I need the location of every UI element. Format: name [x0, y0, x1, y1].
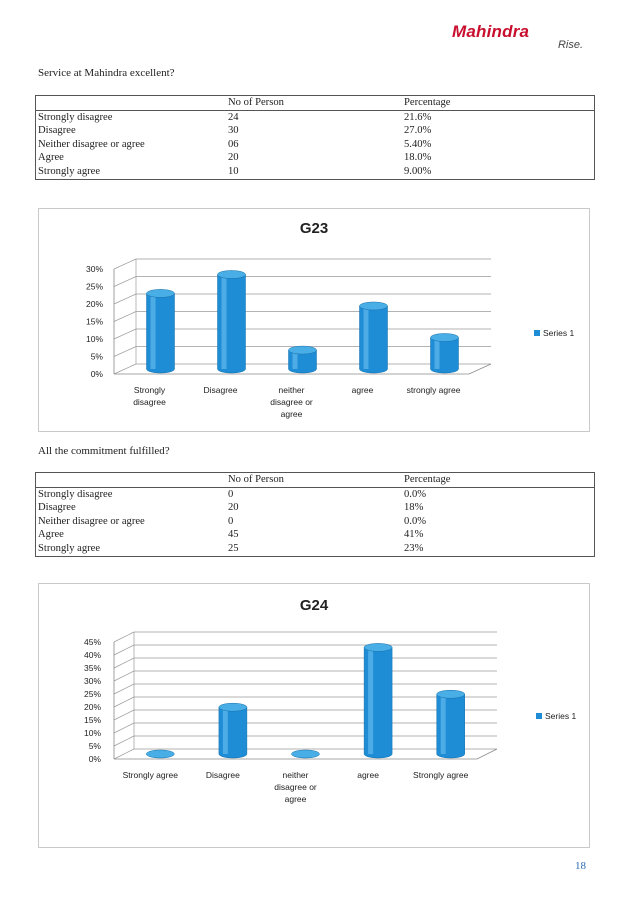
bar-cap — [147, 289, 175, 297]
table-row — [36, 124, 595, 138]
chart-g23 — [38, 208, 590, 432]
y-tick-label: 20% — [83, 702, 101, 712]
bar-cap — [146, 750, 174, 758]
bar-cap — [218, 271, 246, 279]
bar — [219, 703, 247, 758]
page-number: 18 — [575, 860, 586, 872]
table-cell: 21.6% — [404, 111, 432, 123]
table-header-cell: No of Person — [226, 96, 402, 111]
table-cell: 0.0% — [404, 488, 427, 500]
table-cell: 23% — [404, 542, 424, 554]
table-row — [36, 528, 595, 542]
bar — [364, 643, 392, 758]
legend-label: Series 1 — [545, 711, 577, 721]
x-category-label: agree — [357, 770, 379, 780]
bar-highlight — [368, 647, 373, 754]
mahindra-logo — [452, 22, 587, 56]
table-cell: Disagree — [38, 502, 76, 514]
table-cell: 25 — [228, 542, 239, 554]
x-category-label: disagree or — [274, 782, 317, 792]
bar-cap — [289, 346, 317, 354]
table-cell: 18% — [404, 502, 424, 514]
gridline-side — [114, 294, 136, 304]
x-category-label: Strongly agree — [413, 770, 469, 780]
y-tick-label: 15% — [85, 316, 103, 327]
table-header-cell — [36, 96, 227, 111]
chart-g23-svg — [39, 209, 589, 431]
table-header-cell — [36, 473, 227, 488]
bar — [437, 690, 465, 758]
bar-cap — [360, 302, 388, 310]
x-category-label: agree — [351, 385, 374, 395]
question-service-excellent: Service at Mahindra excellent? — [38, 67, 175, 79]
x-category-label: neither — [278, 385, 305, 395]
table-cell: 5.40% — [404, 138, 432, 150]
gridline-side — [114, 312, 136, 322]
table-row — [36, 151, 595, 165]
gridline-side — [114, 364, 136, 374]
chart-title: G23 — [299, 220, 329, 237]
legend-swatch — [534, 330, 540, 336]
y-tick-label: 30% — [85, 264, 103, 274]
table-cell: 30 — [228, 125, 239, 137]
gridline-side — [114, 723, 134, 733]
table-header-cell: Percentage — [402, 96, 595, 111]
gridline-side — [114, 684, 134, 694]
bar — [146, 750, 174, 758]
table-cell: Strongly agree — [38, 165, 101, 177]
y-tick-label: 35% — [83, 663, 101, 673]
y-tick-label: 10% — [85, 334, 103, 344]
logo-main-text: Mahindra — [452, 22, 530, 41]
x-category-label: neither — [282, 770, 309, 780]
y-tick-label: 25% — [85, 281, 103, 292]
gridline-side — [114, 329, 136, 339]
question-commitment-fulfilled: All the commitment fulfilled? — [38, 445, 170, 457]
bar-highlight — [441, 694, 446, 754]
survey-table-g23 — [35, 95, 595, 180]
table-cell: Strongly agree — [38, 542, 101, 554]
table-header-cell: Percentage — [402, 473, 595, 488]
table-row — [36, 501, 595, 515]
gridline-side — [114, 259, 136, 269]
table-cell: Neither disagree or agree — [38, 138, 145, 150]
x-category-label: strongly agree — [406, 385, 461, 395]
table-cell: 10 — [228, 165, 239, 177]
bar — [431, 334, 459, 374]
table-row — [36, 515, 595, 529]
chart-g24 — [38, 583, 590, 848]
table-cell: Strongly disagree — [38, 488, 113, 500]
y-tick-label: 45% — [83, 637, 101, 647]
x-category-label: Disagree — [205, 770, 240, 780]
bar-highlight — [223, 707, 228, 754]
legend-swatch — [536, 713, 542, 719]
bar-highlight — [151, 293, 156, 369]
bar — [218, 271, 246, 374]
x-category-label: disagree or — [270, 397, 313, 407]
y-tick-label: 10% — [83, 728, 101, 738]
table-cell: 27.0% — [404, 125, 432, 137]
y-tick-label: 0% — [90, 369, 103, 379]
y-tick-label: 20% — [85, 299, 103, 309]
table-cell: 20 — [228, 502, 239, 514]
bar — [147, 289, 175, 373]
gridline-side — [114, 697, 134, 707]
table-cell: 41% — [404, 529, 424, 541]
table-cell: 18.0% — [404, 152, 432, 164]
chart-title: G24 — [299, 597, 329, 614]
table-cell: Agree — [38, 152, 64, 164]
table-cell: 06 — [228, 138, 239, 150]
y-tick-label: 25% — [83, 689, 101, 699]
x-category-label: Disagree — [203, 385, 238, 395]
table-cell: 24 — [228, 111, 239, 123]
table-row — [36, 110, 595, 124]
gridline-side — [114, 277, 136, 287]
bar-cap — [364, 643, 392, 651]
gridline-side — [114, 645, 134, 655]
table-header-row — [36, 96, 595, 111]
table-cell: 0.0% — [404, 515, 427, 527]
table-cell: Agree — [38, 529, 64, 541]
table-header-cell: No of Person — [226, 473, 402, 488]
logo-sub-text: Rise. — [557, 39, 583, 51]
bar-cap — [431, 334, 459, 342]
y-tick-label: 30% — [83, 676, 101, 686]
gridline-side — [114, 749, 134, 759]
bar-cap — [219, 703, 247, 711]
y-tick-label: 40% — [83, 650, 101, 660]
y-tick-label: 0% — [88, 754, 101, 764]
table-header-row — [36, 473, 595, 488]
gridline-side — [114, 347, 136, 357]
gridline-side — [114, 736, 134, 746]
bar — [360, 302, 388, 373]
gridline-side — [114, 658, 134, 668]
table-cell: 0 — [228, 515, 234, 527]
table-cell: Strongly disagree — [38, 111, 113, 123]
table-cell: Neither disagree or agree — [38, 515, 145, 527]
table-cell: 20 — [228, 152, 239, 164]
x-category-label: disagree — [133, 397, 166, 407]
table-row — [36, 165, 595, 179]
x-category-label: agree — [284, 794, 307, 804]
y-tick-label: 5% — [90, 351, 103, 362]
table-cell: 45 — [228, 529, 239, 541]
table-cell: 9.00% — [404, 165, 432, 177]
gridline-side — [114, 671, 134, 681]
legend-label: Series 1 — [543, 328, 575, 338]
bar-cap — [292, 750, 320, 758]
survey-table-g24 — [35, 472, 595, 557]
bar-highlight — [364, 306, 369, 369]
chart-g24-svg — [39, 584, 589, 847]
gridline-side — [114, 632, 134, 642]
table-cell: Disagree — [38, 125, 76, 137]
table-row — [36, 542, 595, 556]
table-row — [36, 487, 595, 501]
bar-cap — [437, 690, 465, 698]
gridline-side — [114, 710, 134, 720]
x-category-label: agree — [280, 409, 303, 419]
bar-highlight — [222, 275, 227, 370]
bar — [289, 346, 317, 373]
table-row — [36, 138, 595, 152]
x-category-label: Strongly agree — [122, 770, 178, 780]
table-cell: 0 — [228, 488, 234, 500]
y-tick-label: 5% — [88, 741, 101, 751]
x-category-label: Strongly — [133, 385, 166, 395]
bar-highlight — [435, 338, 440, 370]
y-tick-label: 15% — [83, 715, 101, 725]
bar — [292, 750, 320, 758]
